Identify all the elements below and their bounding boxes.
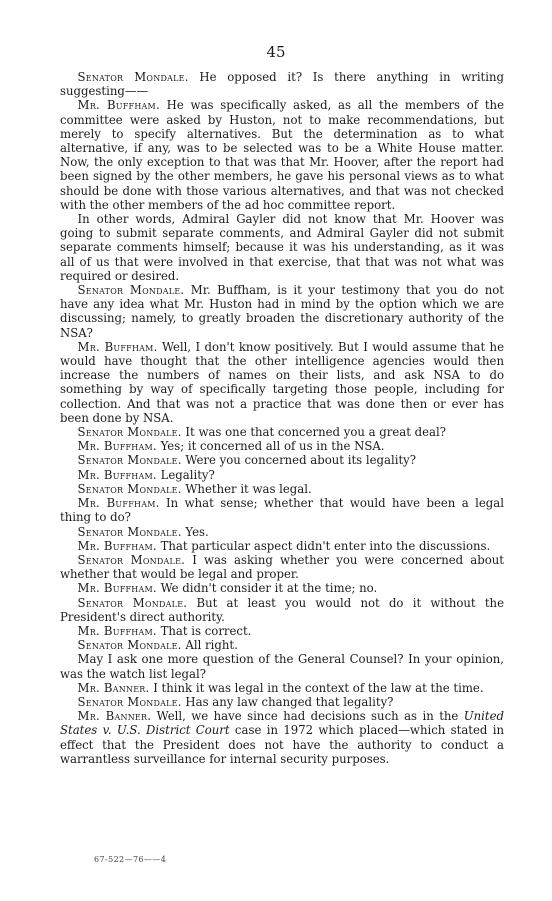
transcript-paragraph xyxy=(60,482,504,496)
speaker-name: Mr. Banner. xyxy=(77,709,152,724)
paragraph-text: I was asking whether you were concerned about whether that would be legal and proper. xyxy=(60,552,504,582)
transcript-paragraph xyxy=(60,283,504,340)
transcript-paragraph xyxy=(60,425,504,439)
paragraph-text: That is correct. xyxy=(156,623,252,638)
speaker-name: Mr. Banner. xyxy=(77,680,150,695)
transcript-paragraph xyxy=(60,553,504,581)
transcript-paragraphs xyxy=(60,70,504,709)
paragraph-text: But at least you would not do it without the President's direct authority. xyxy=(60,595,504,624)
transcript-paragraph xyxy=(60,638,504,652)
transcript-paragraph xyxy=(60,681,504,695)
paragraph-text: Yes. xyxy=(181,524,209,539)
paragraph-text: We didn't consider it at the time; no. xyxy=(156,581,378,596)
speaker-name: Senator Mondale. xyxy=(77,552,186,567)
transcript-paragraph xyxy=(60,695,504,709)
paragraph-text: It was one that concerned you a great deal? xyxy=(181,425,447,440)
paragraph-text: That particular aspect didn't enter into the discussions. xyxy=(156,538,491,553)
speaker-name: Mr. Buffham. xyxy=(77,496,160,511)
speaker-name: Mr. Buffham. xyxy=(77,98,160,113)
speaker-name: Mr. Buffham. xyxy=(77,467,157,482)
speaker-name: Mr. Buffham. xyxy=(77,623,157,638)
paragraph-text: Yes; it concerned all of us in the NSA. xyxy=(156,439,385,454)
paragraph-text: Mr. Buffham, is it your testimony that you do not have any idea what Mr. Huston had in mind by the option which we are discussing; namely, to greatly broaden the discretionary authority of the NSA? xyxy=(60,283,504,340)
transcript-paragraph xyxy=(60,624,504,638)
paragraph-text: He opposed it? Is there anything in writing suggesting—— xyxy=(60,70,505,99)
speaker-name: Mr. Buffham. xyxy=(77,538,157,553)
speaker-name: Senator Mondale. xyxy=(77,524,182,539)
speaker-name: Senator Mondale. xyxy=(77,694,182,709)
case-citation: United States v. U.S. District Court xyxy=(60,709,504,738)
paragraph-text: Legality? xyxy=(156,467,215,482)
transcript-paragraph xyxy=(60,525,504,539)
paragraph-text: All right. xyxy=(181,638,238,653)
transcript-body xyxy=(60,70,504,766)
transcript-paragraph xyxy=(60,439,504,453)
transcript-paragraph xyxy=(60,340,504,425)
transcript-paragraph xyxy=(60,596,504,624)
paragraph-text: I think it was legal in the context of the law at the time. xyxy=(149,680,484,695)
transcript-paragraph xyxy=(60,453,504,467)
paragraph-text: In what sense; whether that would have been a legal thing to do? xyxy=(60,496,504,525)
paragraph-last xyxy=(60,709,504,766)
paragraph-text: He was specifically asked, as all the members of the committee were asked by Huston, not to make recommendations, but merely to specify alternatives. But the determination as to what alternative, if any, was to be selected was to be a White House matter. Now, the only exception to that was that Mr. Hoover, after the report had been signed by the other members, he gave his personal views as to what should be done with those various alternatives, and that was not checked with the other members of the ad hoc committee report. xyxy=(60,98,504,212)
speaker-name: Senator Mondale. xyxy=(77,70,189,84)
paragraph-text: Were you concerned about its legality? xyxy=(181,453,417,468)
paragraph-text: Well, we have since had decisions such as in the xyxy=(151,709,464,724)
speaker-name: Mr. Buffham. xyxy=(77,339,158,354)
speaker-name: Senator Mondale. xyxy=(77,638,182,653)
paragraph-text: May I ask one more question of the General Counsel? In your opinion, was the watch list legal? xyxy=(60,652,504,681)
speaker-name: Senator Mondale. xyxy=(77,283,185,298)
paragraph-text: Well, I don't know positively. But I would assume that he would have thought that the other intelligence agencies would then increase the numbers of names on their lists, and ask NSA to do something by way of specifically targeting those people, including for collection. And that was not a practice that was done then or ever has been done by NSA. xyxy=(60,339,504,425)
paragraph-text: case in 1972 which placed—which stated in effect that the President does not have the authority to conduct a warrantless surveillance for internal security purposes. xyxy=(60,723,505,766)
transcript-paragraph xyxy=(60,539,504,553)
speaker-name: Senator Mondale. xyxy=(77,453,182,468)
transcript-paragraph xyxy=(60,98,504,212)
transcript-paragraph xyxy=(60,70,504,98)
paragraph-text: Has any law changed that legality? xyxy=(181,694,394,709)
transcript-paragraph xyxy=(60,212,504,283)
transcript-paragraph xyxy=(60,496,504,524)
speaker-name: Senator Mondale. xyxy=(77,481,182,496)
print-code: 67-522—76——4 xyxy=(94,855,167,864)
transcript-paragraph xyxy=(60,468,504,482)
paragraph-text: In other words, Admiral Gayler did not know that Mr. Hoover was going to submit separate comments, and Admiral Gayler did not submit separate comments himself; because it was his understanding, as it was all of us that were involved in that exercise, that that was not what was required or desired. xyxy=(60,212,504,283)
speaker-name: Mr. Buffham. xyxy=(77,439,157,454)
transcript-paragraph xyxy=(60,581,504,595)
speaker-name: Senator Mondale. xyxy=(77,595,188,610)
page-number: 45 xyxy=(266,43,286,61)
speaker-name: Mr. Buffham. xyxy=(77,581,157,596)
speaker-name: Senator Mondale. xyxy=(77,425,182,440)
transcript-paragraph xyxy=(60,652,504,680)
paragraph-text: Whether it was legal. xyxy=(181,481,312,496)
